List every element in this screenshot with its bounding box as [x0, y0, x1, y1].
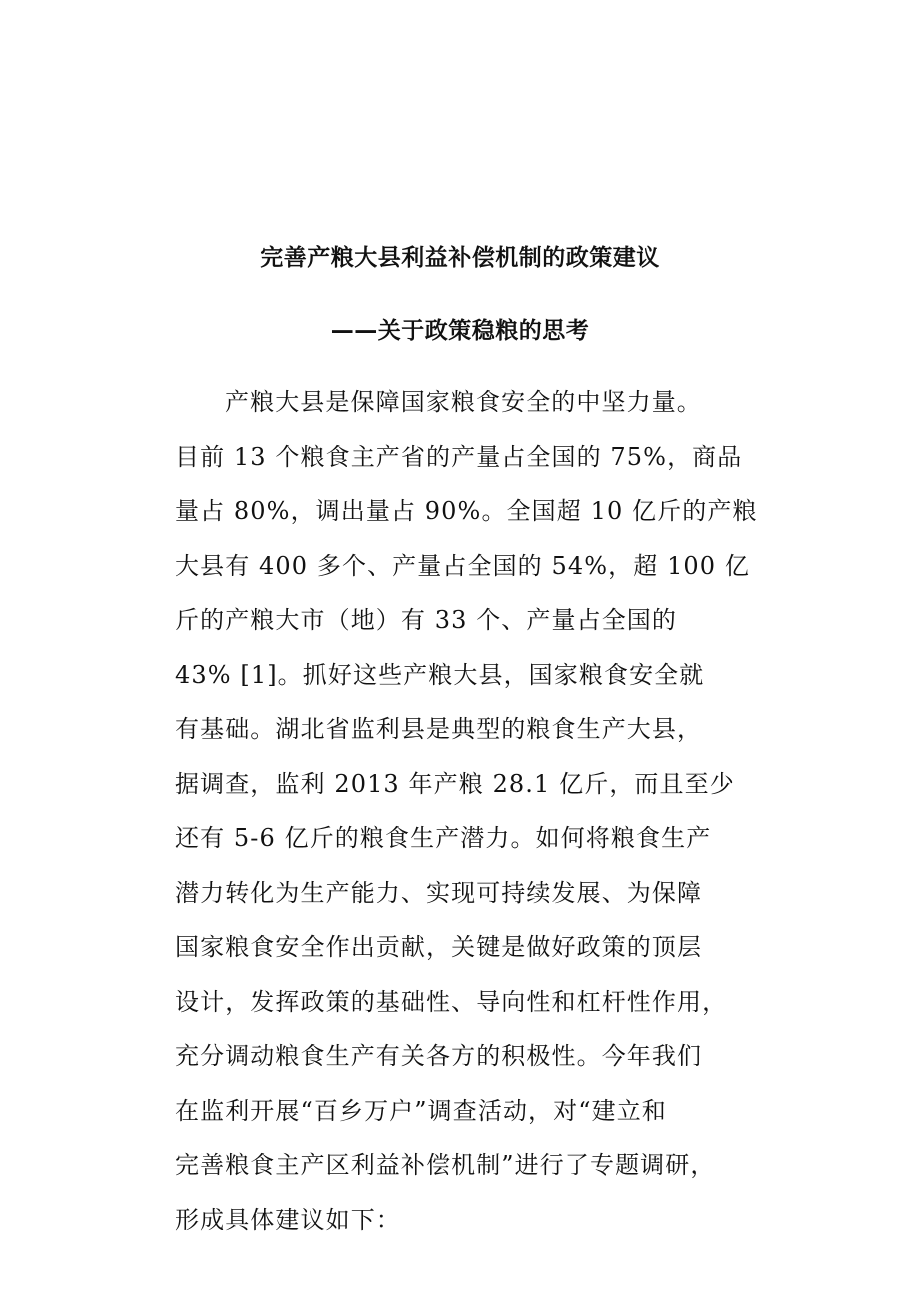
paragraph-line: 完善粮食主产区利益补偿机制”进行了专题调研，	[175, 1151, 716, 1179]
document-subtitle: ——关于政策稳粮的思考	[330, 318, 590, 344]
paragraph-line: 产粮大县是保障国家粮食安全的中坚力量。	[225, 388, 702, 416]
body-paragraph	[175, 375, 758, 1247]
paragraph-line: 大县有 400 多个、产量占全国的 54%，超 100 亿	[175, 551, 751, 580]
paragraph-line: 在监利开展“百乡万户”调查活动，对“建立和	[175, 1096, 667, 1125]
paragraph-line: 据调查，监利 2013 年产粮 28.1 亿斤，而且至少	[175, 769, 735, 798]
paragraph-line: 形成具体建议如下：	[175, 1205, 401, 1234]
paragraph-line: 还有 5-6 亿斤的粮食生产潜力。如何将粮食生产	[175, 824, 712, 852]
paragraph-line: 充分调动粮食生产有关各方的积极性。今年我们	[175, 1042, 703, 1070]
paragraph-line: 量占 80%，调出量占 90%。全国超 10 亿斤的产粮	[175, 497, 758, 525]
paragraph-line: 国家粮食安全作出贡献，关键是做好政策的顶层	[175, 933, 703, 961]
paragraph-line: 43% [1]。抓好这些产粮大县，国家粮食安全就	[175, 660, 705, 689]
paragraph-line: 设计，发挥政策的基础性、导向性和杠杆性作用，	[175, 987, 728, 1016]
document-title: 完善产粮大县利益补偿机制的政策建议	[260, 245, 660, 271]
paragraph-line: 有基础。湖北省监利县是典型的粮食生产大县，	[175, 715, 703, 743]
paragraph-line: 潜力转化为生产能力、实现可持续发展、为保障	[175, 878, 703, 907]
paragraph-line: 目前 13 个粮食主产省的产量占全国的 75%，商品	[175, 442, 743, 471]
paragraph-line: 斤的产粮大市（地）有 33 个、产量占全国的	[175, 606, 677, 634]
